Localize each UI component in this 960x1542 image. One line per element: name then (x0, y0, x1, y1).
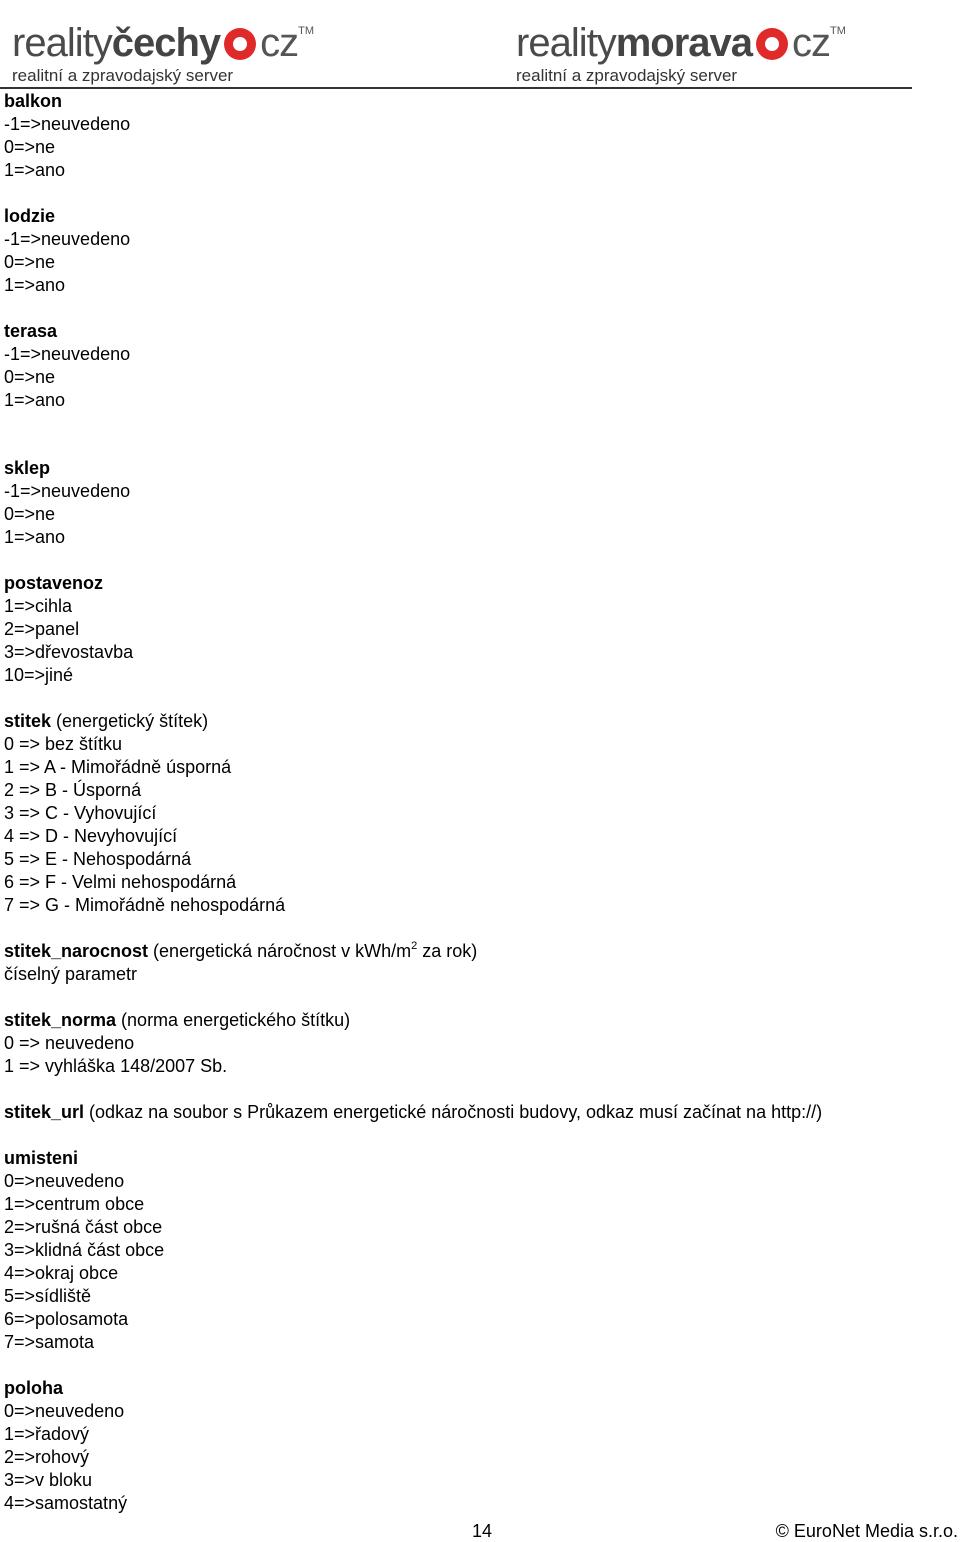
field-value: 2=>rušná část obce (4, 1217, 163, 1237)
field-value: 6=>polosamota (4, 1309, 129, 1329)
field-name: postavenoz (4, 573, 104, 593)
field-heading (4, 1009, 954, 1032)
logo-subtitle: realitní a zpravodajský server (516, 66, 738, 85)
field-value: 0=>ne (4, 504, 56, 524)
field-value: 3=>dřevostavba (4, 642, 134, 662)
header-divider (0, 87, 912, 89)
field-section (4, 90, 954, 182)
field-value: 2 => B - Úsporná (4, 780, 142, 800)
field-section (4, 710, 954, 917)
field-value: 0=>ne (4, 367, 56, 387)
field-heading (4, 710, 954, 733)
field-value: 4=>samostatný (4, 1493, 128, 1513)
field-value: 5=>sídliště (4, 1286, 92, 1306)
field-heading (4, 90, 954, 113)
field-value: 10=>jiné (4, 665, 74, 685)
field-name: stitek_url (4, 1102, 85, 1122)
field-value: 1=>centrum obce (4, 1194, 145, 1214)
field-name: lodzie (4, 206, 56, 226)
field-value: 4 => D - Nevyhovující (4, 826, 178, 846)
field-value: 6 => F - Velmi nehospodárná (4, 872, 237, 892)
field-value: -1=>neuvedeno (4, 344, 131, 364)
field-value: 7=>samota (4, 1332, 95, 1352)
page-footer (0, 1520, 960, 1540)
field-section (4, 205, 954, 297)
field-name: balkon (4, 91, 63, 111)
field-heading (4, 1377, 954, 1400)
field-name: sklep (4, 458, 51, 478)
copyright-notice: © EuroNet Media s.r.o. (775, 1521, 958, 1541)
field-description: (energetický štítek) (51, 711, 209, 731)
logo-circle-icon (224, 28, 256, 60)
field-heading (4, 940, 954, 963)
field-value: 1=>řadový (4, 1424, 90, 1444)
field-value: 1=>ano (4, 390, 66, 410)
field-section (4, 940, 954, 986)
field-description: (norma energetického štítku) (116, 1010, 351, 1030)
field-value: 0=>ne (4, 252, 56, 272)
superscript: 2 (411, 940, 418, 952)
field-value: -1=>neuvedeno (4, 481, 131, 501)
field-name: stitek (4, 711, 52, 731)
field-value: 1=>ano (4, 275, 66, 295)
document-body (4, 90, 954, 1538)
field-value: 2=>rohový (4, 1447, 90, 1467)
field-heading (4, 457, 954, 480)
realitymorava-logo[interactable]: realitymorava cz™ realitní a zpravodajský server (516, 21, 846, 85)
field-value: 1=>ano (4, 527, 66, 547)
field-value: -1=>neuvedeno (4, 114, 131, 134)
field-value: 2=>panel (4, 619, 80, 639)
field-name: umisteni (4, 1148, 79, 1168)
field-section (4, 1009, 954, 1078)
field-section (4, 1101, 954, 1124)
field-value: 1 => vyhláška 148/2007 Sb. (4, 1056, 228, 1076)
field-name: stitek_norma (4, 1010, 117, 1030)
page-number: 14 (472, 1521, 493, 1541)
field-heading (4, 1101, 954, 1124)
logo-subtitle: realitní a zpravodajský server (12, 66, 234, 85)
field-heading (4, 572, 954, 595)
field-value: 1 => A - Mimořádně úsporná (4, 757, 232, 777)
realitycechy-logo[interactable]: realityčechy cz™ realitní a zpravodajský server (12, 21, 315, 85)
field-value: 0=>ne (4, 137, 56, 157)
field-name: terasa (4, 321, 58, 341)
field-value: 3=>v bloku (4, 1470, 93, 1490)
field-value: 3 => C - Vyhovující (4, 803, 157, 823)
field-value: 0=>neuvedeno (4, 1171, 125, 1191)
field-description: (energetická náročnost v kWh/m (148, 941, 412, 961)
field-value: -1=>neuvedeno (4, 229, 131, 249)
field-value: 1=>ano (4, 160, 66, 180)
field-heading (4, 205, 954, 228)
field-value: 0=>neuvedeno (4, 1401, 125, 1421)
field-section (4, 1147, 954, 1354)
field-section (4, 320, 954, 412)
field-value: 0 => neuvedeno (4, 1033, 135, 1053)
field-section (4, 457, 954, 549)
field-value: 5 => E - Nehospodárná (4, 849, 192, 869)
field-value: 7 => G - Mimořádně nehospodárná (4, 895, 286, 915)
field-value: 4=>okraj obce (4, 1263, 119, 1283)
field-value: 1=>cihla (4, 596, 73, 616)
field-name: stitek_narocnost (4, 941, 149, 961)
field-value: číselný parametr (4, 964, 138, 984)
field-description: (odkaz na soubor s Průkazem energetické náročnosti budovy, odkaz musí začínat na http://) (84, 1102, 823, 1122)
logo-circle-icon (756, 28, 788, 60)
field-name: poloha (4, 1378, 63, 1398)
field-section (4, 1377, 954, 1515)
field-description-end: za rok) (417, 941, 478, 961)
field-value: 3=>klidná část obce (4, 1240, 165, 1260)
field-heading (4, 1147, 954, 1170)
field-heading (4, 320, 954, 343)
page-header (0, 0, 960, 90)
field-value: 0 => bez štítku (4, 734, 123, 754)
field-section (4, 572, 954, 687)
